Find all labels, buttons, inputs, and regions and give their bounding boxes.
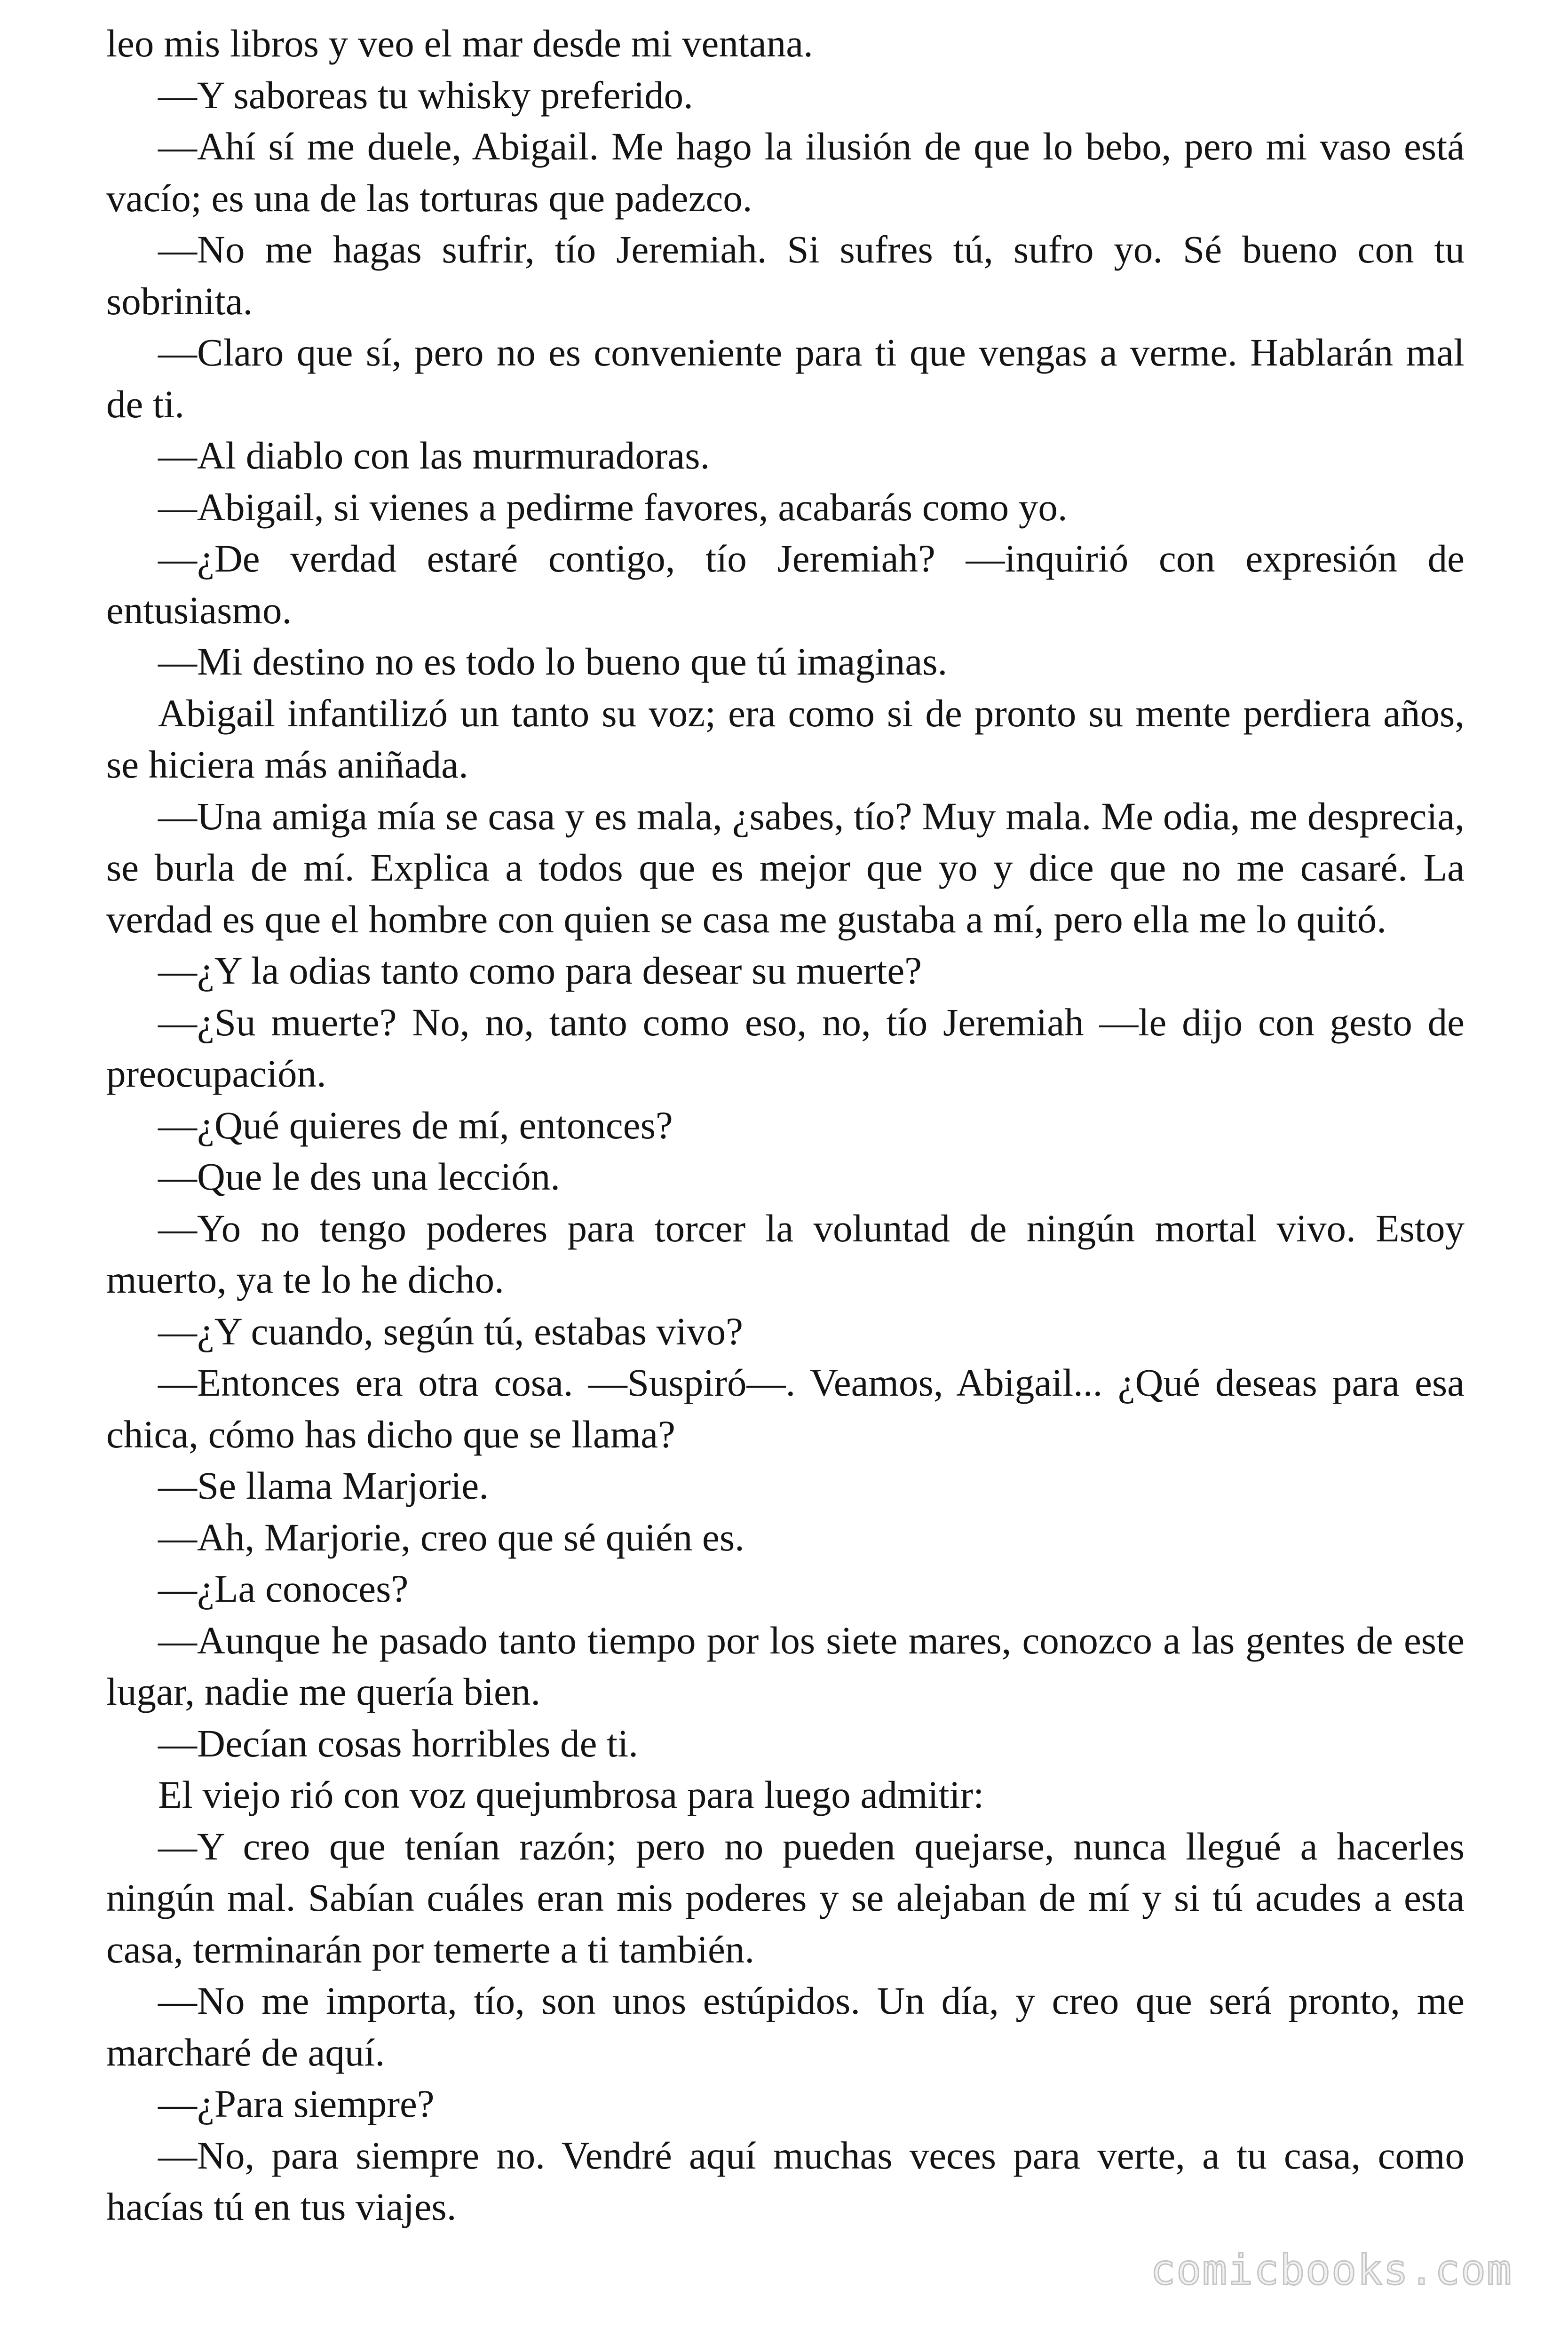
paragraph: —Y saboreas tu whisky preferido.	[158, 73, 693, 117]
paragraph: —¿Su muerte? No, no, tanto como eso, no, tío Jeremiah —le dijo con gesto de preocupación.	[106, 1000, 1465, 1095]
paragraph: —Yo no tengo poderes para torcer la voluntad de ningún mortal vivo. Estoy muerto, ya te lo he dicho.	[106, 1206, 1465, 1301]
paragraph: —Entonces era otra cosa. —Suspiró—. Veamos, Abigail... ¿Qué deseas para esa chica, cómo has dicho que se llama?	[106, 1361, 1465, 1456]
paragraph: El viejo rió con voz quejumbrosa para luego admitir:	[158, 1773, 984, 1816]
paragraph: —Aunque he pasado tanto tiempo por los siete mares, conozco a las gentes de este lugar, nadie me quería bien.	[106, 1618, 1465, 1713]
paragraph: —No, para siempre no. Vendré aquí muchas veces para verte, a tu casa, como hacías tú en tus viajes.	[106, 2133, 1465, 2228]
watermark: comicbooks.com	[1150, 2246, 1513, 2294]
paragraph: —¿La conoces?	[158, 1567, 409, 1610]
paragraph: —No me importa, tío, son unos estúpidos. Un día, y creo que será pronto, me marcharé de aquí.	[106, 1979, 1465, 2074]
paragraph: —¿Y cuando, según tú, estabas vivo?	[158, 1309, 743, 1353]
paragraph: Abigail infantilizó un tanto su voz; era como si de pronto su mente perdiera años, se hiciera más aniñada.	[106, 691, 1465, 786]
paragraph: —Una amiga mía se casa y es mala, ¿sabes, tío? Muy mala. Me odia, me desprecia, se burla de mí. Explica a todos que es mejor que yo y dice que no me casaré. La verdad es que el hombre con quien se casa me gustaba a mí, pero ella me lo quitó.	[106, 794, 1465, 941]
paragraph: —¿Y la odias tanto como para desear su muerte?	[158, 949, 922, 992]
paragraph: —Ahí sí me duele, Abigail. Me hago la ilusión de que lo bebo, pero mi vaso está vacío; es una de las torturas que padezco.	[106, 125, 1465, 220]
paragraph: —Que le des una lección.	[158, 1155, 561, 1198]
body-text	[106, 18, 1465, 2233]
paragraph: —Al diablo con las murmuradoras.	[158, 434, 710, 477]
paragraph: —No me hagas sufrir, tío Jeremiah. Si sufres tú, sufro yo. Sé bueno con tu sobrinita.	[106, 228, 1465, 323]
paragraph: —¿De verdad estaré contigo, tío Jeremiah? —inquirió con expresión de entusiasmo.	[106, 537, 1465, 632]
paragraph: —Mi destino no es todo lo bueno que tú imaginas.	[158, 640, 948, 683]
paragraph: —¿Para siempre?	[158, 2082, 435, 2125]
paragraph: —Y creo que tenían razón; pero no pueden quejarse, nunca llegué a hacerles ningún mal. Sabían cuáles eran mis poderes y se alejaban de mí y si tú acudes a esta casa, terminarán por temerte a ti también.	[106, 1824, 1465, 1971]
paragraph: —Se llama Marjorie.	[158, 1464, 489, 1507]
paragraph: —¿Qué quieres de mí, entonces?	[158, 1103, 673, 1147]
paragraph-continuation: leo mis libros y veo el mar desde mi ventana.	[106, 22, 813, 65]
paragraph: —Ah, Marjorie, creo que sé quién es.	[158, 1515, 744, 1559]
paragraph: —Claro que sí, pero no es conveniente para ti que vengas a verme. Hablarán mal de ti.	[106, 331, 1465, 426]
paragraph: —Abigail, si vienes a pedirme favores, acabarás como yo.	[158, 485, 1068, 529]
paragraph: —Decían cosas horribles de ti.	[158, 1721, 639, 1765]
